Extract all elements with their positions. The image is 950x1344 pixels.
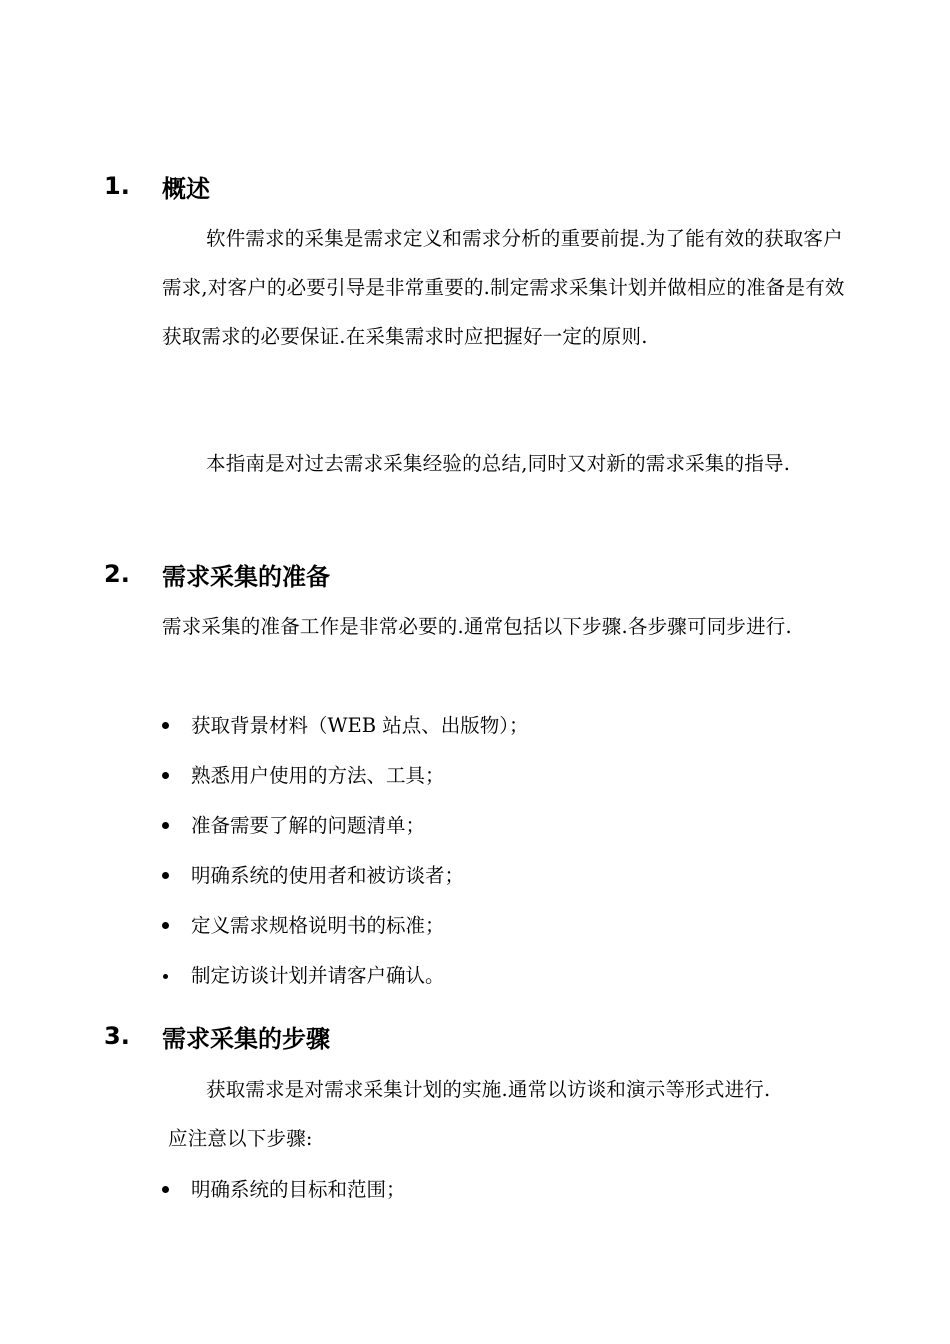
list-item-text: 明确系统的使用者和被访谈者； (191, 864, 465, 887)
list-item-text: 定义需求规格说明书的标准； (191, 914, 445, 937)
bullet-icon (162, 922, 169, 929)
bullet-icon (163, 974, 168, 979)
section-title: 需求采集的准备 (162, 562, 330, 591)
section-title: 需求采集的步骤 (162, 1024, 330, 1053)
list-item-text: 获取背景材料（WEB 站点、出版物）； (191, 714, 529, 737)
bullet-icon (162, 772, 169, 779)
list-item (162, 1165, 406, 1215)
list-item (162, 751, 529, 801)
list-item-text: 准备需要了解的问题清单； (191, 814, 426, 837)
list-item-text: 制定访谈计划并请客户确认。 (191, 964, 445, 987)
bullet-icon (162, 722, 169, 729)
bullet-icon (162, 1186, 169, 1193)
section-heading-1 (104, 166, 210, 206)
list-item (162, 901, 529, 951)
body-paragraph: 软件需求的采集是需求定义和需求分析的重要前提.为了能有效的获取客户需求,对客户的必要引导是非常重要的.制定需求采集计划并做相应的准备是有效获取需求的必要保证.在采集需求时应把握好一定的原则. (162, 227, 845, 348)
list-item-text: 熟悉用户使用的方法、工具； (191, 764, 445, 787)
body-paragraph: 需求采集的准备工作是非常必要的.通常包括以下步骤.各步骤可同步进行. (162, 615, 792, 638)
body-paragraph: 获取需求是对需求采集计划的实施.通常以访谈和演示等形式进行. (206, 1078, 771, 1101)
section-heading-3 (104, 1016, 330, 1056)
section-number: 2. (104, 560, 130, 588)
list-item (162, 801, 529, 851)
section-heading-2 (104, 554, 330, 594)
list-item (162, 701, 529, 751)
list-item (162, 851, 529, 901)
list-item-text: 明确系统的目标和范围； (191, 1178, 406, 1201)
section-number: 3. (104, 1022, 130, 1050)
body-paragraph: 本指南是对过去需求采集经验的总结,同时又对新的需求采集的指导. (206, 452, 791, 475)
section-title: 概述 (162, 174, 210, 203)
bullet-list (162, 1165, 406, 1215)
bullet-list (162, 701, 529, 1001)
list-item (162, 951, 529, 1001)
bullet-icon (162, 872, 169, 879)
body-paragraph: 应注意以下步骤: (168, 1127, 313, 1150)
section-number: 1. (104, 172, 130, 200)
bullet-icon (162, 822, 169, 829)
